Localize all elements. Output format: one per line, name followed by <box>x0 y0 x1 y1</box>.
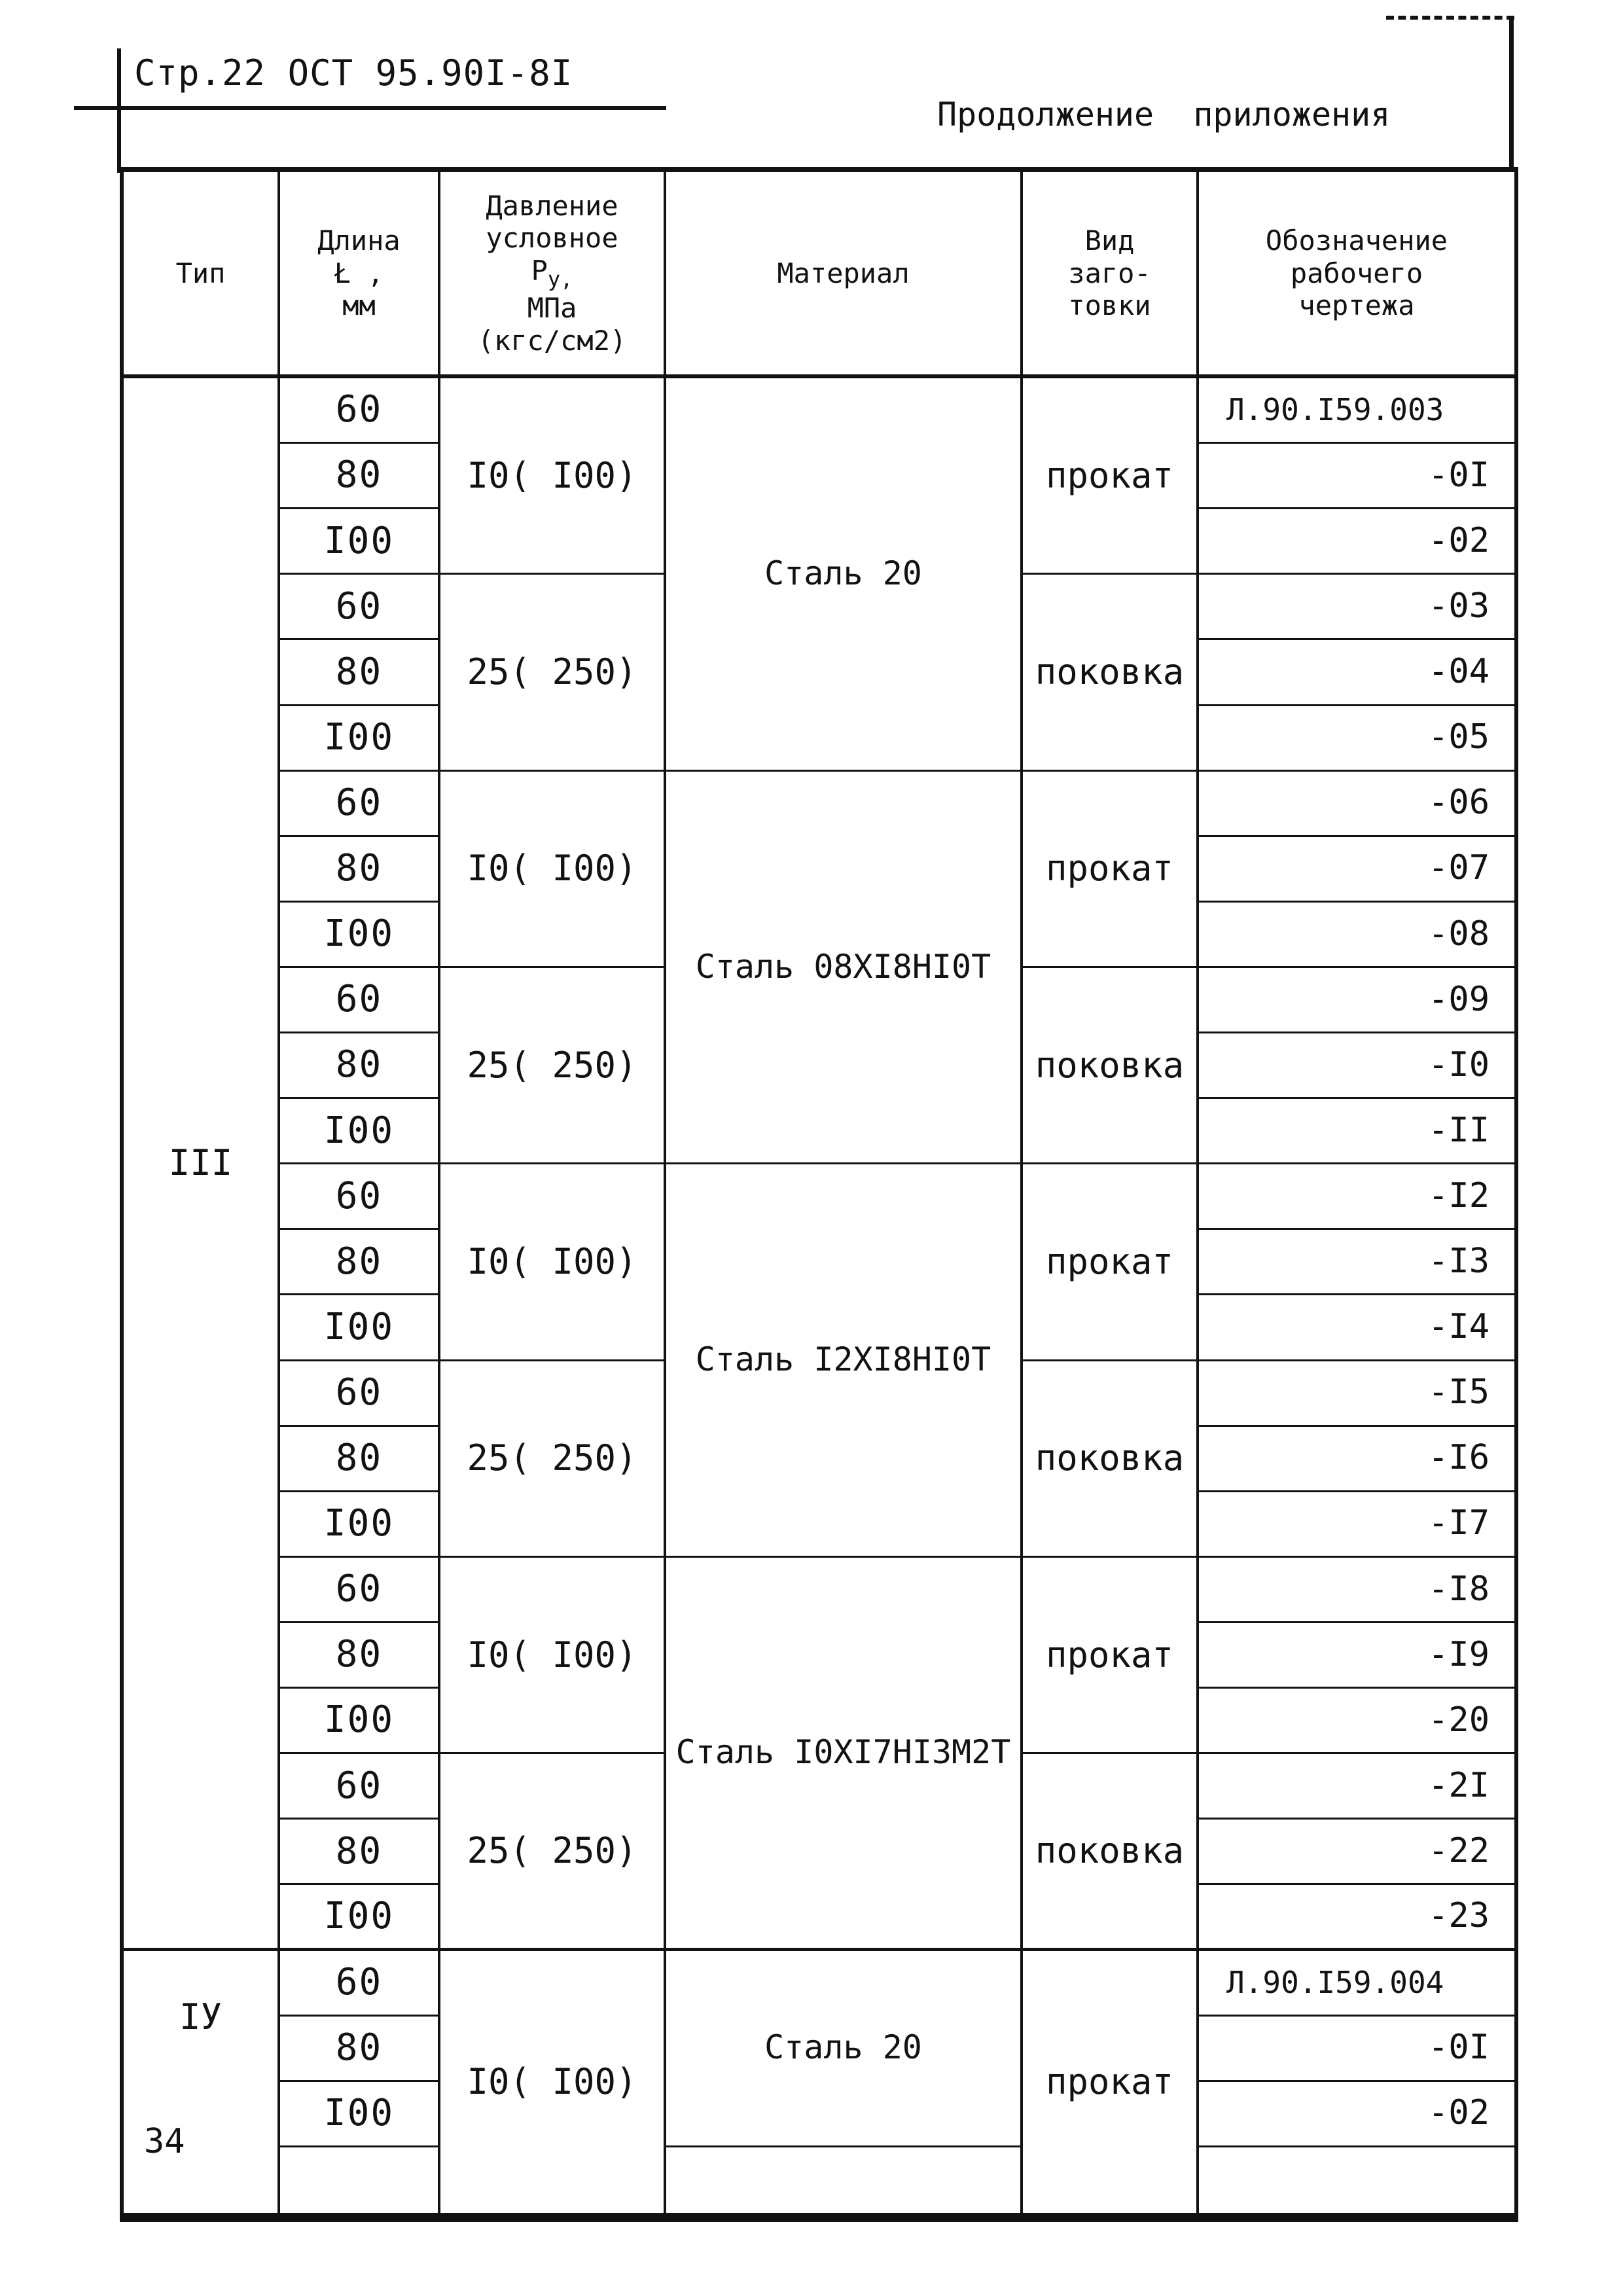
cell-material: Сталь I0ХI7НI3М2Т <box>666 1558 1023 1951</box>
cell-drawing <box>1199 2147 1514 2213</box>
cell-blank-type: прокат <box>1023 1951 1199 2213</box>
pressure-unit: МПа <box>527 292 577 325</box>
drawing-word1: Обозначение <box>1265 224 1448 257</box>
cell-length: I00 <box>280 1295 440 1361</box>
cell-drawing: -05 <box>1199 706 1514 772</box>
drawing-word2: рабочего <box>1290 257 1423 289</box>
col-header-blank-type <box>1023 172 1199 378</box>
frame-line-left <box>117 48 121 173</box>
col-header-pressure <box>440 172 666 378</box>
cell-length: 80 <box>280 1427 440 1492</box>
cell-drawing: -I2 <box>1199 1164 1514 1230</box>
cell-length: I00 <box>280 903 440 968</box>
cell-length: 60 <box>280 968 440 1033</box>
cell-length: 60 <box>280 378 440 444</box>
col-header-drawing <box>1199 172 1514 378</box>
cell-length: 60 <box>280 1361 440 1427</box>
blank-word2: заго- <box>1068 257 1151 289</box>
cell-material: Сталь I2ХI8НI0Т <box>666 1164 1023 1558</box>
cell-length: 80 <box>280 1230 440 1295</box>
col-header-type-label: Тип <box>175 257 226 289</box>
cell-length: I00 <box>280 1689 440 1754</box>
cell-pressure: I0( I00) <box>440 1951 666 2213</box>
cell-material: Сталь 20 <box>666 378 1023 772</box>
cell-type: IУ <box>124 1951 280 2213</box>
cell-blank-type: прокат <box>1023 1558 1199 1754</box>
frame-line-right <box>1509 16 1514 173</box>
cell-length: I00 <box>280 1885 440 1950</box>
cell-length: I00 <box>280 1099 440 1164</box>
cell-material-empty <box>666 2147 1023 2213</box>
cell-drawing: -20 <box>1199 1689 1514 1754</box>
cell-drawing: -02 <box>1199 509 1514 575</box>
cell-material: Сталь 20 <box>666 1951 1023 2147</box>
cell-drawing: -0I <box>1199 444 1514 509</box>
cell-type: III <box>124 378 280 1951</box>
cell-drawing: -22 <box>1199 1820 1514 1885</box>
page-header-continuation: Продолжение приложения <box>937 96 1391 134</box>
col-header-length <box>280 172 440 378</box>
drawing-word3: чертежа <box>1298 289 1415 322</box>
cell-drawing: Л.90.I59.003 <box>1199 378 1514 444</box>
cell-drawing: -II <box>1199 1099 1514 1164</box>
cell-blank-type: поковка <box>1023 1361 1199 1558</box>
cell-length: 60 <box>280 575 440 640</box>
blank-word1: Вид <box>1084 224 1135 257</box>
cell-pressure: 25( 250) <box>440 1361 666 1558</box>
cell-drawing: -I0 <box>1199 1033 1514 1099</box>
cell-length: I00 <box>280 2082 440 2147</box>
cell-drawing: -I8 <box>1199 1558 1514 1623</box>
spec-table <box>120 167 1518 2222</box>
cell-length <box>280 2147 440 2213</box>
cell-length: 80 <box>280 1033 440 1099</box>
length-symbol: Ł , <box>334 257 384 289</box>
cell-length: I00 <box>280 509 440 575</box>
cell-pressure: 25( 250) <box>440 575 666 771</box>
cell-pressure: I0( I00) <box>440 1558 666 1754</box>
length-word: Длина <box>317 224 401 257</box>
cell-length: 80 <box>280 1623 440 1689</box>
cell-blank-type: поковка <box>1023 968 1199 1164</box>
cell-length: I00 <box>280 706 440 772</box>
pressure-word2: условное <box>486 222 618 255</box>
cell-drawing: -I6 <box>1199 1427 1514 1492</box>
cell-material: Сталь 08ХI8НI0Т <box>666 772 1023 1165</box>
cell-drawing: -08 <box>1199 903 1514 968</box>
cell-length: I00 <box>280 1492 440 1558</box>
cell-drawing: -I5 <box>1199 1361 1514 1427</box>
cell-length: 60 <box>280 1558 440 1623</box>
cell-blank-type: поковка <box>1023 1754 1199 1950</box>
cell-drawing: -I9 <box>1199 1623 1514 1689</box>
frame-line-top <box>1386 16 1514 20</box>
cell-pressure: I0( I00) <box>440 1164 666 1361</box>
cell-drawing: -0I <box>1199 2017 1514 2082</box>
cell-pressure: 25( 250) <box>440 1754 666 1950</box>
cell-drawing: -02 <box>1199 2082 1514 2147</box>
cell-length: 60 <box>280 1164 440 1230</box>
cell-drawing: -09 <box>1199 968 1514 1033</box>
cell-length: 80 <box>280 640 440 706</box>
pressure-symbol: $Р_{у,}$ <box>531 254 573 292</box>
cell-blank-type: прокат <box>1023 378 1199 575</box>
cell-drawing: -04 <box>1199 640 1514 706</box>
cell-blank-type: прокат <box>1023 1164 1199 1361</box>
cell-drawing: -I3 <box>1199 1230 1514 1295</box>
cell-drawing: -07 <box>1199 837 1514 903</box>
cell-drawing: Л.90.I59.004 <box>1199 1951 1514 2017</box>
cell-pressure: I0( I00) <box>440 378 666 575</box>
page-header-standard-ref: Стр.22 ОСТ 95.90I-8I <box>134 52 573 94</box>
cell-length: 80 <box>280 837 440 903</box>
cell-length: 60 <box>280 1754 440 1820</box>
length-unit: мм <box>342 289 376 322</box>
cell-length: 80 <box>280 1820 440 1885</box>
blank-word3: товки <box>1068 289 1151 322</box>
pressure-unit-alt: (кгс/см2) <box>477 324 627 357</box>
cell-pressure: 25( 250) <box>440 968 666 1164</box>
page-number: 34 <box>144 2122 185 2161</box>
cell-pressure: I0( I00) <box>440 772 666 968</box>
cell-blank-type: поковка <box>1023 575 1199 771</box>
pressure-word1: Давление <box>486 189 618 222</box>
material-word: Материал <box>777 257 910 289</box>
cell-length: 60 <box>280 772 440 837</box>
cell-length: 60 <box>280 1951 440 2017</box>
cell-length: 80 <box>280 2017 440 2082</box>
cell-length: 80 <box>280 444 440 509</box>
col-header-type <box>124 172 280 378</box>
cell-drawing: -I4 <box>1199 1295 1514 1361</box>
cell-blank-type: прокат <box>1023 772 1199 968</box>
header-underline <box>74 106 666 110</box>
col-header-material <box>666 172 1023 378</box>
cell-drawing: -06 <box>1199 772 1514 837</box>
cell-drawing: -23 <box>1199 1885 1514 1950</box>
cell-drawing: -I7 <box>1199 1492 1514 1558</box>
cell-drawing: -2I <box>1199 1754 1514 1820</box>
cell-drawing: -03 <box>1199 575 1514 640</box>
